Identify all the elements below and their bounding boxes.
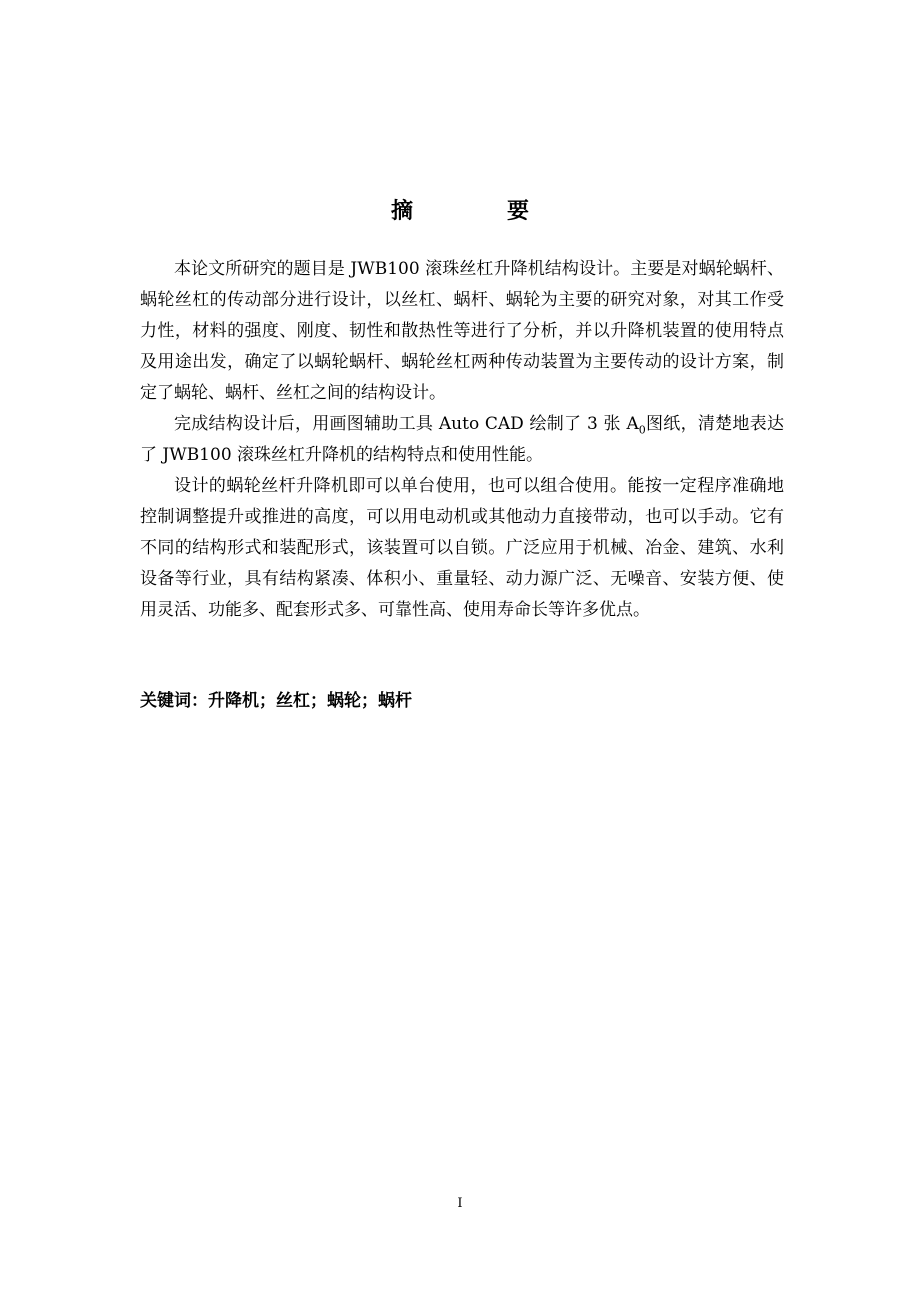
keywords-line: 关键词：升降机；丝杠；蜗轮；蜗杆 <box>140 691 412 711</box>
abstract-paragraph-3: 设计的蜗轮丝杆升降机即可以单台使用，也可以组合使用。能按一定程序准确地控制调整提升或推进的高度，可以用电动机或其他动力直接带动，也可以手动。它有不同的结构形式和装配形式，该装置可以自锁。广泛应用于机械、冶金、建筑、水利设备等行业，具有结构紧凑、体积小、重量轻、动力源广泛、无噪音、安装方便、使用灵活、功能多、配套形式多、可靠性高、使用寿命长等许多优点。 <box>140 476 784 620</box>
abstract-body <box>140 254 784 626</box>
subscript-zero: 0 <box>638 423 646 437</box>
paragraph-2-text-before: 完成结构设计后，用画图辅助工具 Auto CAD 绘制了 3 张 A <box>174 414 639 434</box>
page-number: I <box>457 1196 463 1211</box>
abstract-title: 摘 要 <box>390 199 565 224</box>
abstract-paragraph-2 <box>140 409 784 471</box>
paragraph-2-text-after: 图纸，清楚地表达了 JWB100 滚珠丝杠升降机的结构特点和使用性能。 <box>140 414 784 465</box>
abstract-paragraph-1: 本论文所研究的题目是 JWB100 滚珠丝杠升降机结构设计。主要是对蜗轮蜗杆、蜗轮丝杠的传动部分进行设计，以丝杠、蜗杆、蜗轮为主要的研究对象，对其工作受力性，材料的强度、刚度、韧性和散热性等进行了分析，并以升降机装置的使用特点及用途出发，确定了以蜗轮蜗杆、蜗轮丝杠两种传动装置为主要传动的设计方案，制定了蜗轮、蜗杆、丝杠之间的结构设计。 <box>140 259 784 403</box>
